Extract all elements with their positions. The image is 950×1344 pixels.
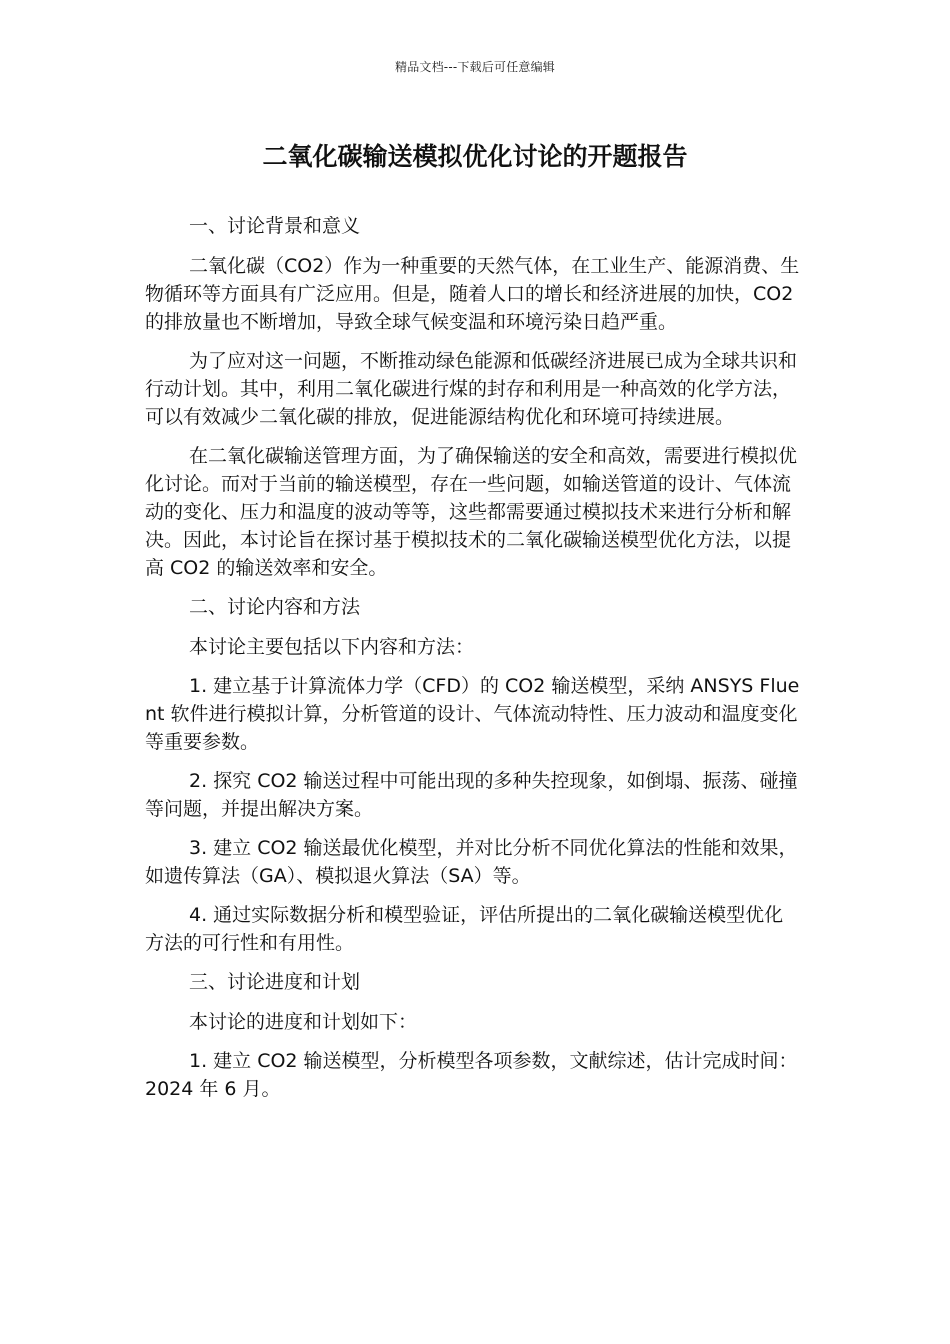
list-item-method-2: 2. 探究 CO2 输送过程中可能出现的多种失控现象，如倒塌、振荡、碰撞等问题，并提出解决方案。 bbox=[145, 770, 798, 820]
list-item-schedule-1: 1. 建立 CO2 输送模型，分析模型各项参数，文献综述，估计完成时间：2024 年 6 月。 bbox=[145, 1050, 798, 1100]
list-item-method-1: 1. 建立基于计算流体力学（CFD）的 CO2 输送模型，采纳 ANSYS Fluent 软件进行模拟计算，分析管道的设计、气体流动特性、压力波动和温度变化等重要参数。 bbox=[145, 675, 800, 753]
list-item-method-4: 4. 通过实际数据分析和模型验证，评估所提出的二氧化碳输送模型优化方法的可行性和有用性。 bbox=[145, 904, 784, 954]
list-item-method-3: 3. 建立 CO2 输送最优化模型，并对比分析不同优化算法的性能和效果，如遗传算法（GA）、模拟退火算法（SA）等。 bbox=[145, 837, 798, 887]
section-heading-schedule: 三、讨论进度和计划 bbox=[189, 971, 361, 993]
paragraph-content-intro: 本讨论主要包括以下内容和方法： bbox=[189, 636, 475, 658]
document-title: 二氧化碳输送模拟优化讨论的开题报告 bbox=[262, 142, 688, 171]
paragraph-green-energy: 为了应对这一问题，不断推动绿色能源和低碳经济进展已成为全球共识和行动计划。其中，利用二氧化碳进行煤的封存和利用是一种高效的化学方法，可以有效减少二氧化碳的排放，促进能源结构优化和环境可持续进展。 bbox=[145, 350, 798, 428]
paragraph-co2-intro: 二氧化碳（CO2）作为一种重要的天然气体，在工业生产、能源消费、生物循环等方面具有广泛应用。但是，随着人口的增长和经济进展的加快，CO2 的排放量也不断增加，导致全球气候变温和环境污染日趋严重。 bbox=[145, 255, 800, 333]
paragraph-transport-management: 在二氧化碳输送管理方面，为了确保输送的安全和高效，需要进行模拟优化讨论。而对于当前的输送模型，存在一些问题，如输送管道的设计、气体流动的变化、压力和温度的波动等等，这些都需要通过模拟技术来进行分析和解决。因此，本讨论旨在探讨基于模拟技术的二氧化碳输送模型优化方法，以提高 CO2 的输送效率和安全。 bbox=[145, 445, 798, 579]
section-heading-content-methods: 二、讨论内容和方法 bbox=[189, 596, 361, 618]
section-heading-background: 一、讨论背景和意义 bbox=[189, 215, 361, 237]
paragraph-schedule-intro: 本讨论的进度和计划如下： bbox=[189, 1011, 418, 1033]
document-body bbox=[145, 212, 800, 1114]
header-note: 精品文档---下载后可任意编辑 bbox=[395, 60, 555, 74]
